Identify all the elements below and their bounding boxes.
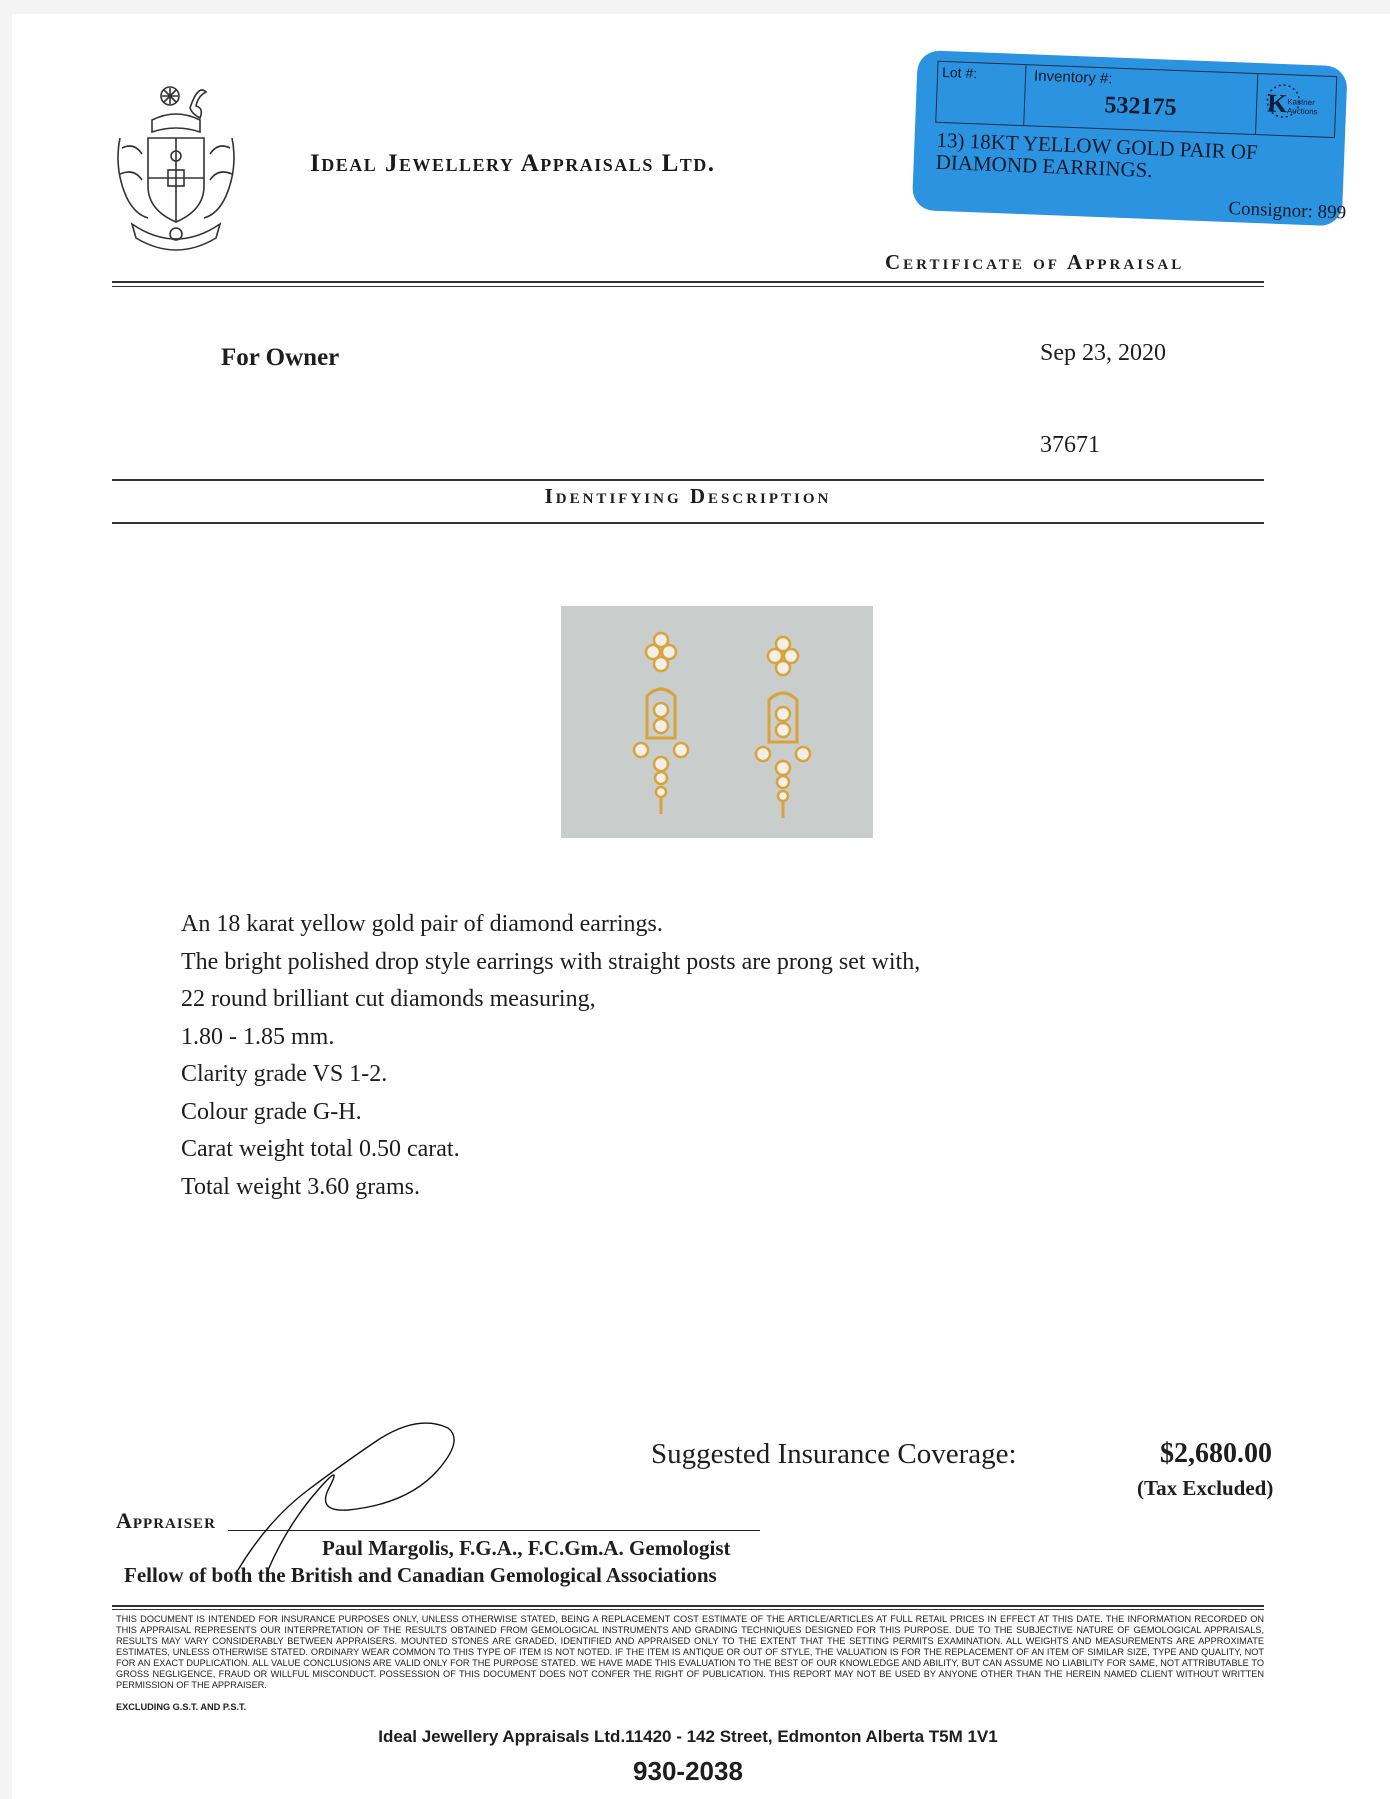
disclaimer-text: THIS DOCUMENT IS INTENDED FOR INSURANCE PURPOSES ONLY, UNLESS OTHERWISE STATED, BEING A REPLACEMENT COST ESTIMATE OF THE ARTICLE/ARTICLES AT FULL RETAIL PRICES IN EFFECT AT THIS DATE. THE INFORMATION RECORDED ON THIS APPRAISAL REPRESENTS OUR INTERPRETATION OF THE RESULTS OBTAINED FROM GEMOLOGICAL INSTRUMENTS AND GRADING TECHNIQUES DESIGNED FOR THIS PURPOSE. DUE TO THE SUBJECTIVE NATURE OF GEMOLOGICAL APPRAISALS, RESULTS MAY VARY CONSIDERABLY BETWEEN APPRAISERS. MOUNTED STONES ARE GRADED, IDENTIFIED AND APPRAISED ONLY TO THE EXTENT THAT THE SETTING PERMITS EXAMINATION. ALL WEIGHTS AND MEASUREMENTS ARE APPROXIMATE ESTIMATES, UNLESS OTHERWISE STATED. ORDINARY WEAR COMMON TO THIS TYPE OF ITEM IS NOT NOTED. IF THE ITEM IS ANTIQUE OR OUT OF STYLE, THE VALUATION IS FOR THE REPLACEMENT OF AN ITEM OF SIMILAR SIZE, TYPE AND QUALITY, NOT FOR AN EXACT DUPLICATION. ALL VALUE CONCLUSIONS ARE VALID ONLY FOR THE PURPOSE STATED. WE HAVE MADE THIS EVALUATION TO THE BEST OF OUR KNOWLEDGE AND ABILITY, BUT CAN ASSUME NO LIABILITY FOR SAME, NOT ATTRIBUTABLE TO GROSS NEGLIGENCE, FRAUD OR WILLFUL MISCONDUCT. POSSESSION OF THIS DOCUMENT DOES NOT CONFER THE RIGHT OF PUBLICATION. THIS REPORT MAY NOT BE USED BY ANYONE OTHER THAN THE HEREIN NAMED CLIENT WITHOUT WRITTEN PERMISSION OF THE APPRAISER.	[116, 1614, 1264, 1690]
tag-description: 13) 18KT YELLOW GOLD PAIR OF DIAMOND EARRINGS.	[935, 127, 1259, 183]
item-description	[181, 906, 920, 1206]
description-line: The bright polished drop style earrings with straight posts are prong set with,	[181, 948, 921, 975]
company-phone: 930-2038	[633, 1756, 743, 1786]
auction-logo-text: Kastner Auctions	[1286, 97, 1318, 117]
description-line: Total weight 3.60 grams.	[181, 1173, 420, 1200]
company-name: Ideal Jewellery Appraisals Ltd.	[310, 150, 716, 177]
owner-label: For Owner	[221, 344, 340, 371]
certificate-title: Certificate of Appraisal	[885, 250, 1185, 274]
earrings-photo	[561, 606, 873, 838]
tag-consignor: Consignor: 899	[1228, 198, 1347, 224]
company-address: Ideal Jewellery Appraisals Ltd.11420 - 142 Street, Edmonton Alberta T5M 1V1	[378, 1727, 998, 1746]
description-line: An 18 karat yellow gold pair of diamond earrings.	[181, 911, 663, 937]
header-divider-thin	[112, 286, 1264, 287]
appraiser-name: Paul Margolis, F.G.A., F.C.Gm.A. Gemologist	[322, 1536, 731, 1560]
auction-logo-mark: K	[1266, 88, 1289, 119]
tag-lot-label: Lot #:	[936, 62, 1026, 125]
tag-grid	[935, 61, 1337, 138]
insurance-value: $2,680.00	[1160, 1438, 1272, 1469]
footer-divider-thin	[112, 1609, 1264, 1610]
insurance-label: Suggested Insurance Coverage:	[651, 1438, 1017, 1470]
tax-exclusion-note: EXCLUDING G.S.T. AND P.S.T.	[116, 1702, 247, 1712]
header-divider	[112, 281, 1264, 283]
insurance-tax-note: (Tax Excluded)	[1137, 1476, 1274, 1500]
description-line: Colour grade G-H.	[181, 1098, 362, 1125]
section-divider-bottom	[112, 522, 1264, 524]
appraiser-label: Appraiser	[116, 1508, 216, 1533]
certificate-reference: 37671	[1040, 432, 1100, 458]
description-line: 1.80 - 1.85 mm.	[181, 1023, 335, 1050]
auction-house-logo	[1256, 74, 1336, 137]
appraiser-fellowship: Fellow of both the British and Canadian Gemological Associations	[124, 1563, 717, 1587]
footer-divider	[112, 1605, 1264, 1607]
description-line: Carat weight total 0.50 carat.	[181, 1136, 460, 1162]
tag-inventory-label: Inventory #:	[1033, 67, 1113, 88]
tag-inventory-number: 532175	[1104, 92, 1177, 121]
earrings-illustration	[561, 606, 873, 838]
certificate-date: Sep 23, 2020	[1040, 340, 1166, 366]
coat-of-arms-logo	[112, 78, 240, 258]
description-line: 22 round brilliant cut diamonds measuring,	[181, 986, 596, 1012]
auction-tag-sticker	[912, 50, 1348, 226]
description-line: Clarity grade VS 1-2.	[181, 1061, 388, 1087]
tag-inventory-cell	[1024, 65, 1258, 134]
section-title: Identifying Description	[544, 484, 832, 508]
section-divider-top	[112, 479, 1264, 481]
